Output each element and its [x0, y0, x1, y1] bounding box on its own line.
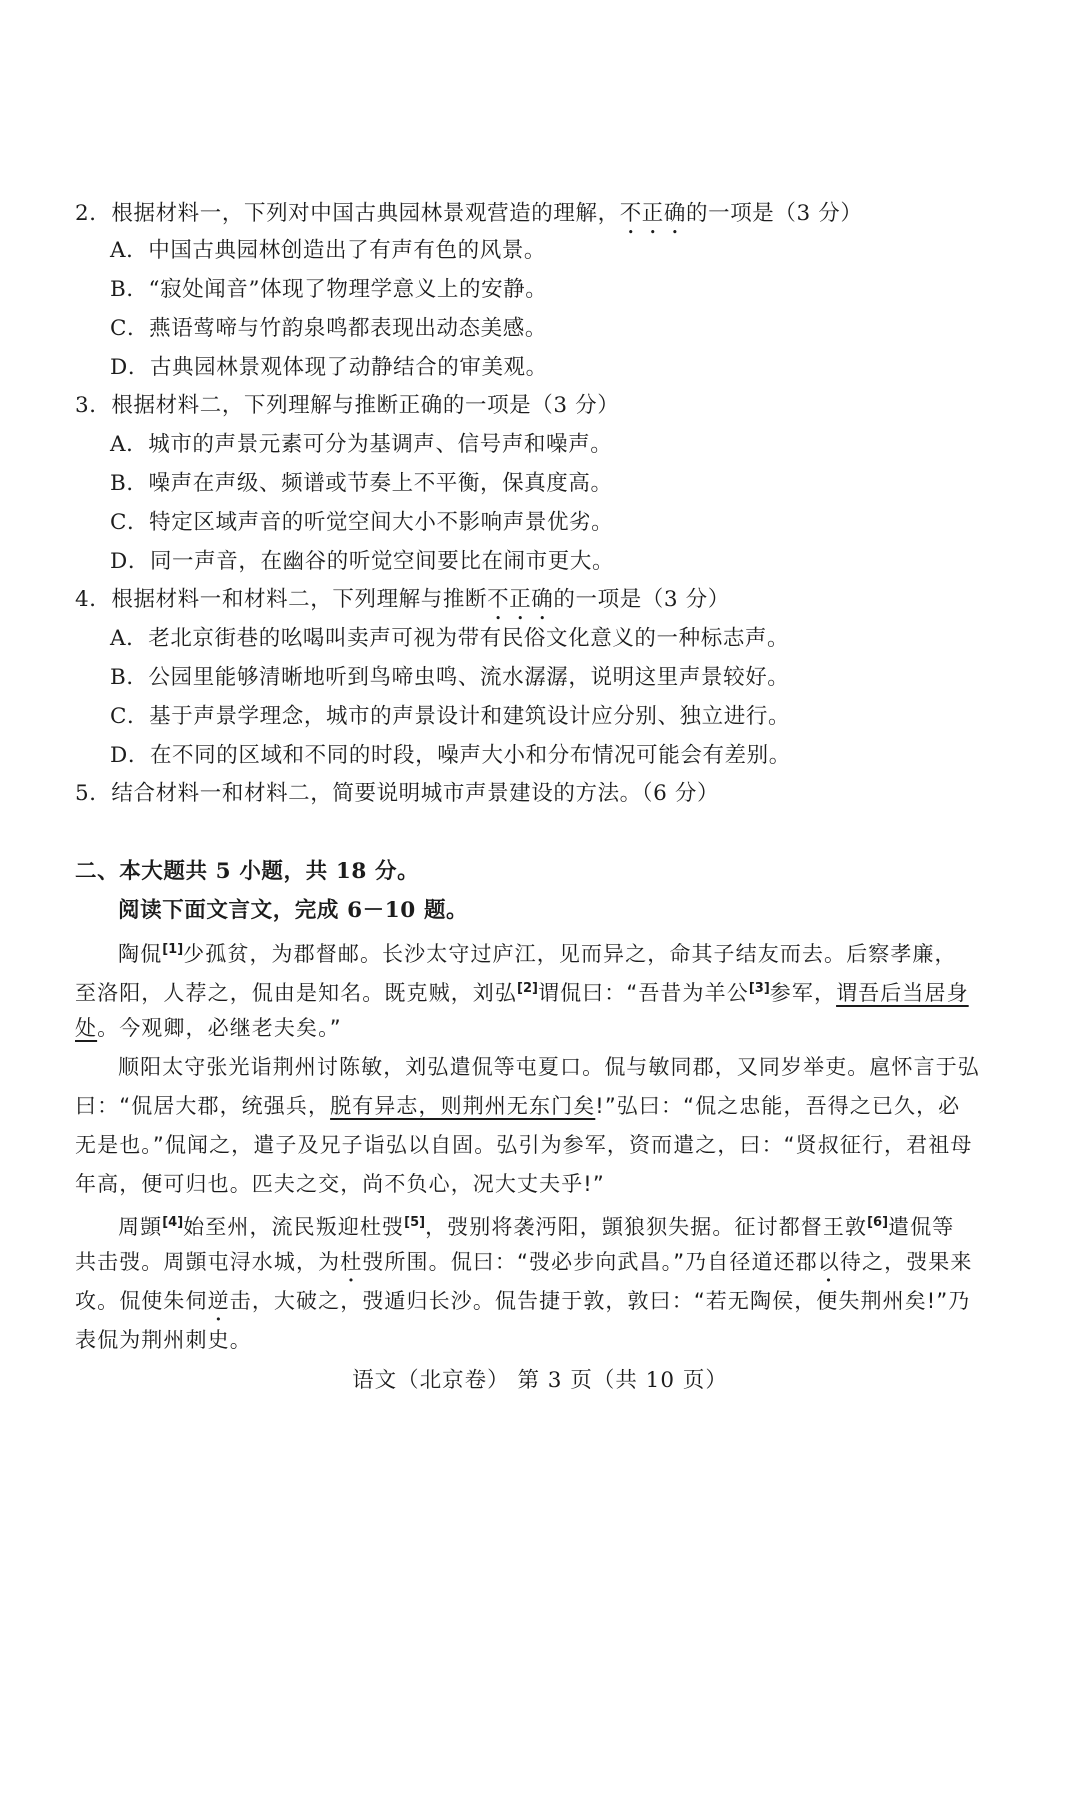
underlined-sentence: 谓吾后当居身: [836, 981, 969, 1005]
footnote-marker: [4]: [162, 1215, 184, 1230]
question-3-stem: 3．根据材料二，下列理解与推断正确的一项是（3 分）: [75, 393, 620, 418]
passage-text: 谓侃曰：“吾昔为羊公: [537, 981, 749, 1005]
passage-text: 参军，: [769, 981, 837, 1005]
passage-p2-line-1: 顺阳太守张光诣荆州讨陈敏，刘弘遣侃等屯夏口。侃与敏同郡，又同岁举吏。扈怀言于弘: [118, 1055, 980, 1079]
section-2-heading: 二、本大题共 5 小题，共 18 分。: [75, 859, 420, 884]
passage-text: 始至州，流民叛迎杜弢: [183, 1215, 405, 1239]
underlined-sentence: 脱有异志，则荆州无东门矣: [330, 1094, 596, 1118]
passage-text: 共击弢。周顗屯浔水城，为: [75, 1250, 341, 1274]
question-2-option-c: C．燕语莺啼与竹韵泉鸣都表现出动态美感。: [110, 316, 547, 341]
question-4-option-c: C．基于声景学理念，城市的声景设计和建筑设计应分别、独立进行。: [110, 704, 791, 729]
passage-text: 至洛阳，人荐之，侃由是知名。既克贼，刘弘: [75, 981, 517, 1005]
passage-text: 周顗: [118, 1215, 163, 1239]
question-3-option-a: A．城市的声景元素可分为基调声、信号声和噪声。: [110, 432, 613, 457]
passage-p2-line-4: 年高，便可归也。匹夫之交，尚不负心，况大丈夫乎!”: [75, 1172, 605, 1196]
passage-text: ，弢别将袭沔阳，顗狼狈失据。征讨都督王敦: [425, 1215, 868, 1239]
passage-text: 遣侃等: [888, 1215, 955, 1239]
question-2-option-a: A．中国古典园林创造出了有声有色的风景。: [110, 238, 547, 263]
passage-text: 少孤贫，为郡督邮。长沙太守过庐江，见而异之，命其子结友而去。后察孝廉，: [183, 942, 957, 966]
passage-p3-line-4: 表侃为荆州刺史。: [75, 1328, 252, 1352]
passage-text: 击，大破之，弢遁归长沙。侃告捷于敦，敦曰：“若无陶侯，便失荆州矣!”乃: [229, 1289, 971, 1313]
passage-p3-line-3: [75, 1286, 970, 1326]
passage-text: 攻。侃使朱伺: [75, 1289, 208, 1313]
passage-text: 弢所围。侃曰：“弢必步向武昌。”乃自径道还郡: [362, 1250, 818, 1274]
question-2-option-d: D．古典园林景观体现了动静结合的审美观。: [110, 355, 548, 380]
passage-p3-line-1: [118, 1208, 954, 1242]
passage-p2-line-2: [75, 1091, 960, 1121]
page-footer: 语文（北京卷） 第 3 页（共 10 页）: [352, 1368, 728, 1393]
question-4-prefix: 4．根据材料一和材料二，下列理解与推断: [75, 587, 488, 612]
footnote-marker: [1]: [162, 942, 184, 957]
dotted-character: 杜: [340, 1250, 363, 1274]
question-4-option-a: A．老北京街巷的吆喝叫卖声可视为带有民俗文化意义的一种标志声。: [110, 626, 790, 651]
passage-text: 陶侃: [118, 942, 163, 966]
passage-p2-line-3: 无是也。”侃闻之，遣子及兄子诣弘以自固。弘引为参军，资而遣之，曰：“贤叔征行，君祖母: [75, 1133, 973, 1157]
dotted-character: 逆: [207, 1289, 230, 1313]
question-4-stem: [75, 585, 730, 625]
footnote-marker: [5]: [404, 1215, 426, 1230]
passage-p1-line-2: [75, 974, 969, 1008]
question-4-suffix: 的一项是（3 分）: [553, 587, 730, 612]
question-2-prefix: 2．根据材料一，下列对中国古典园林景观营造的理解，: [75, 201, 620, 226]
question-2-suffix: 的一项是（3 分）: [686, 201, 863, 226]
passage-p1-line-1: [118, 935, 957, 969]
passage-text: 曰：“侃居大郡，统强兵，: [75, 1094, 331, 1118]
question-3-option-b: B．噪声在声级、频谱或节奏上不平衡，保真度高。: [110, 471, 613, 496]
passage-text: 待之，弢果来: [839, 1250, 973, 1274]
question-2-option-b: B．“寂处闻音”体现了物理学意义上的安静。: [110, 277, 548, 302]
passage-p1-line-3: [75, 1013, 342, 1043]
question-4-option-b: B．公园里能够清晰地听到鸟啼虫鸣、流水潺潺，说明这里声景较好。: [110, 665, 790, 690]
passage-p3-line-2: [75, 1247, 973, 1287]
question-3-option-c: C．特定区域声音的听觉空间大小不影响声景优劣。: [110, 510, 614, 535]
question-2-emphasis: 不正确: [619, 201, 686, 226]
passage-text: !”弘曰：“侃之忠能，吾得之已久，必: [595, 1094, 961, 1118]
footnote-marker: [6]: [867, 1215, 889, 1230]
question-4-option-d: D．在不同的区域和不同的时段，噪声大小和分布情况可能会有差别。: [110, 743, 791, 768]
footnote-marker: [2]: [517, 981, 538, 996]
section-2-instruction: 阅读下面文言文，完成 6－10 题。: [118, 898, 469, 923]
question-2-stem: [75, 199, 862, 239]
passage-text: 。今观卿，必继老夫矣。”: [97, 1016, 342, 1040]
question-3-option-d: D．同一声音，在幽谷的听觉空间要比在闹市更大。: [110, 549, 615, 574]
footnote-marker: [3]: [748, 981, 770, 996]
dotted-character: 以: [817, 1250, 840, 1274]
question-4-emphasis: 不正确: [487, 587, 554, 612]
underlined-sentence: 处: [75, 1016, 98, 1040]
question-5-stem: 5．结合材料一和材料二，简要说明城市声景建设的方法。（6 分）: [75, 781, 720, 806]
